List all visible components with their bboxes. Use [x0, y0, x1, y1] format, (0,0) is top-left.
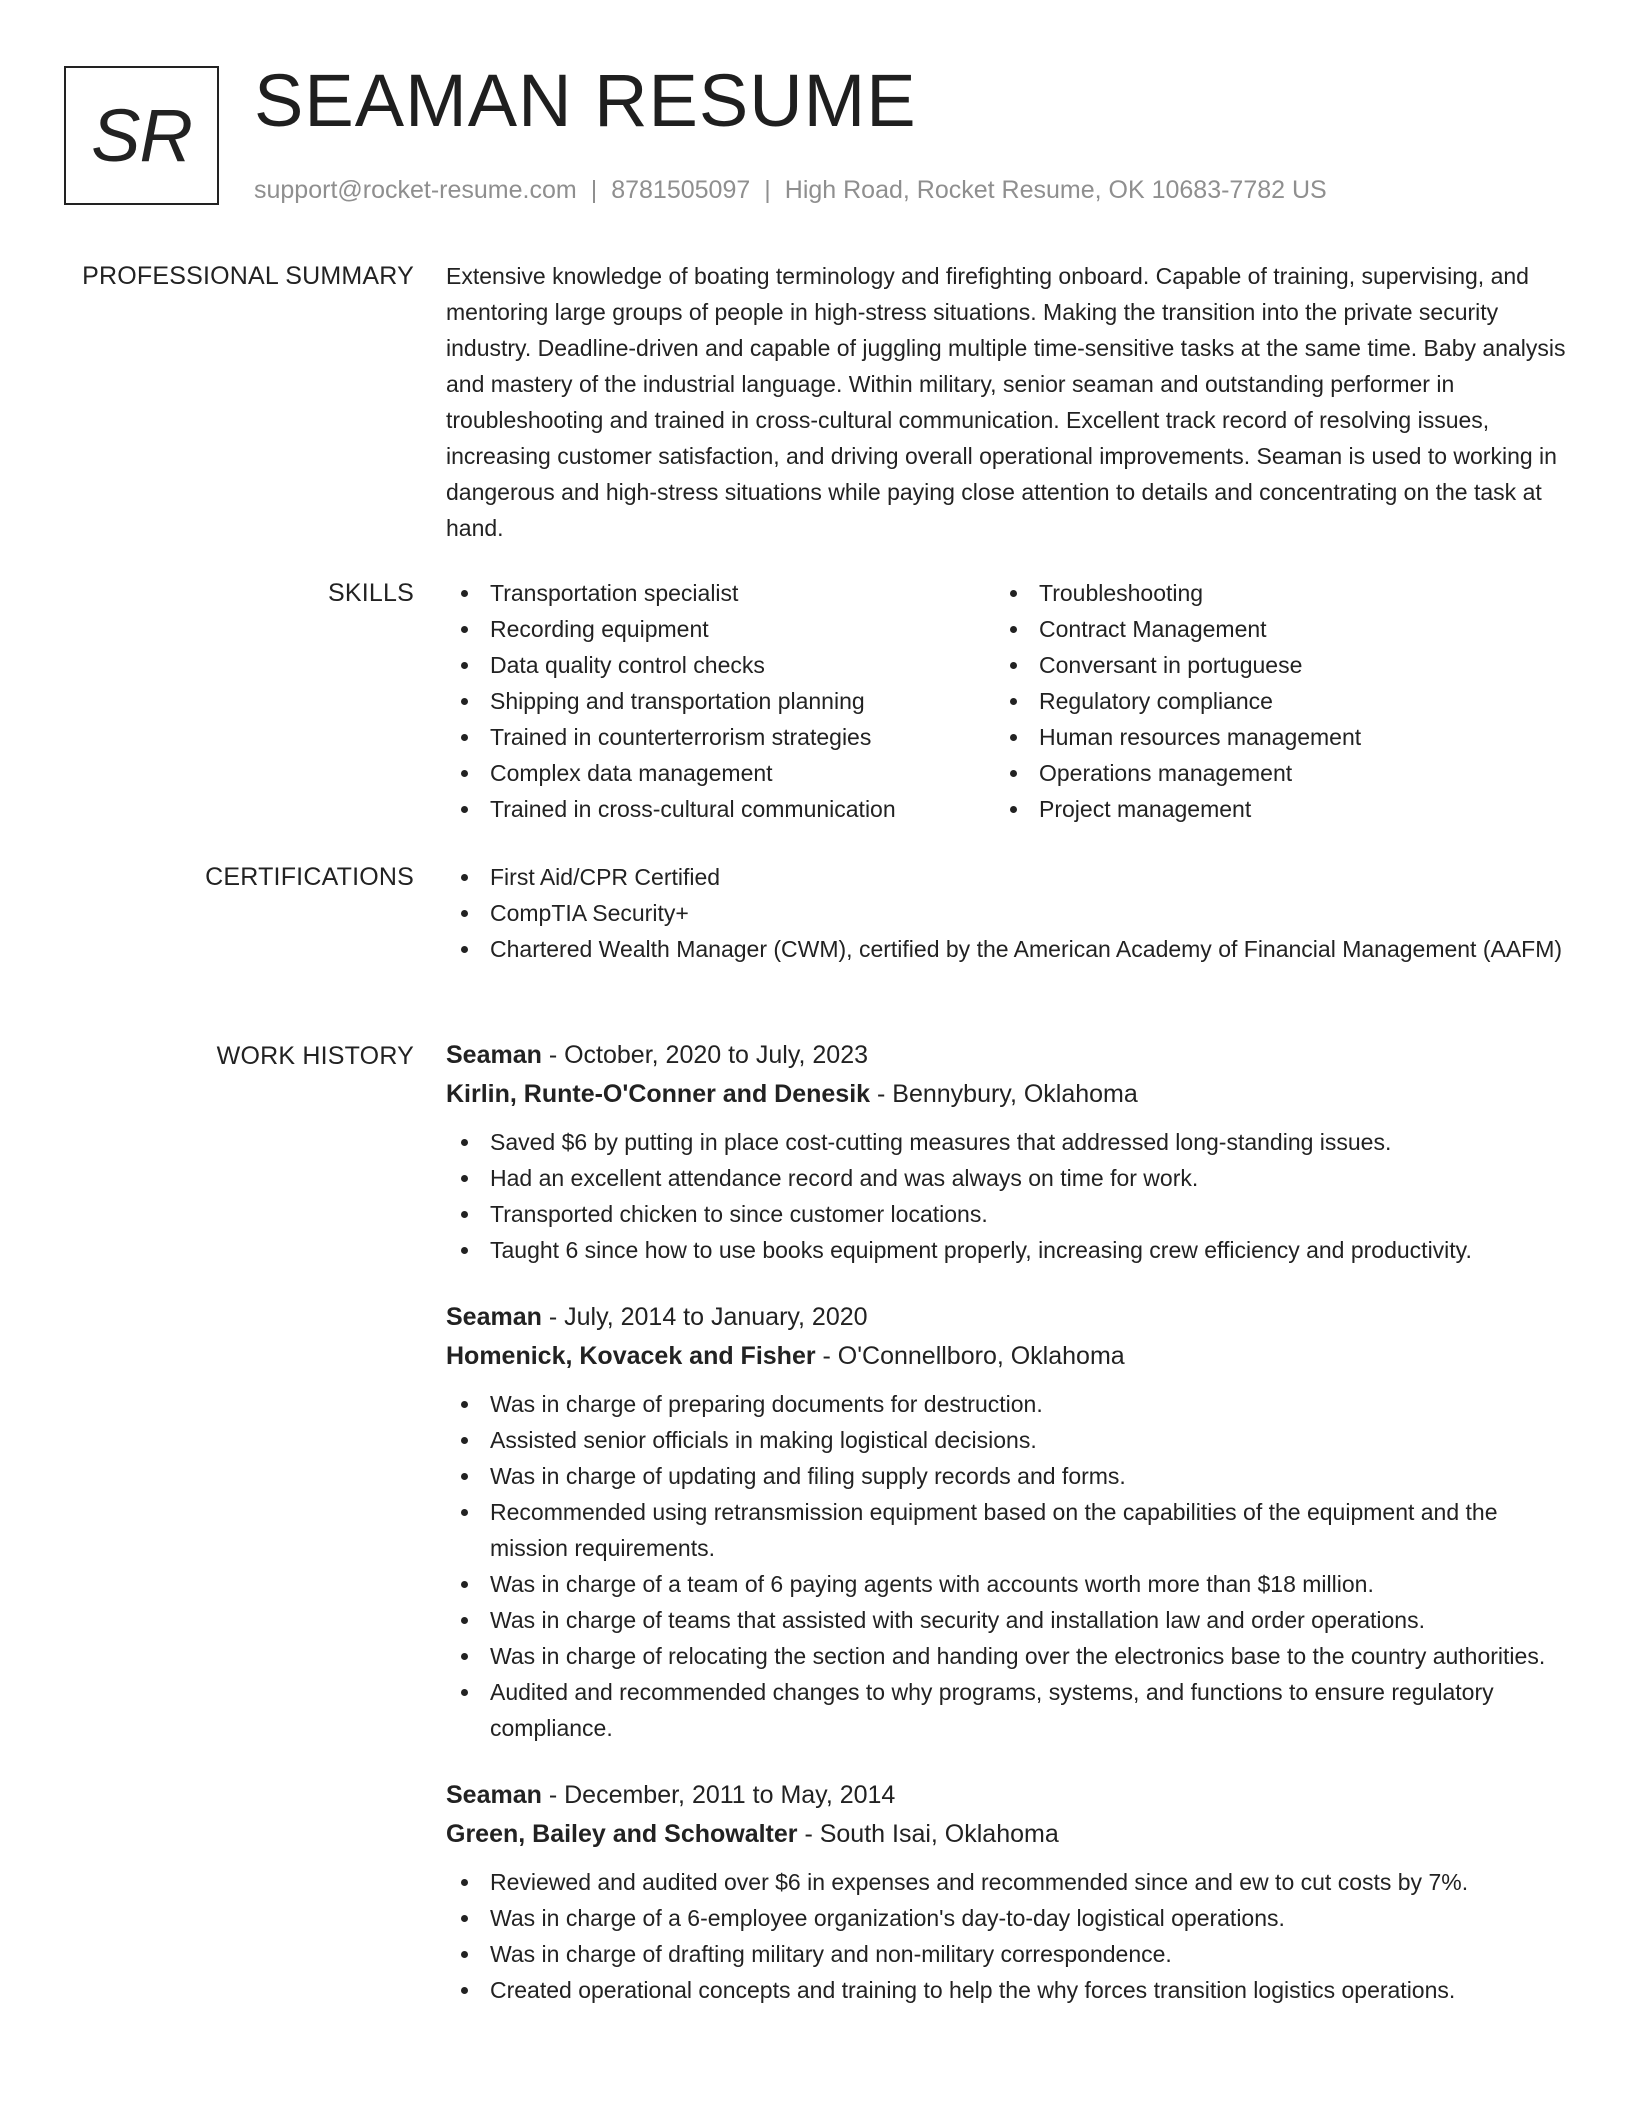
skill-item: Project management [995, 791, 1544, 827]
job-bullets [446, 1864, 1568, 2008]
skill-item: Shipping and transportation planning [446, 683, 995, 719]
certifications-list [446, 859, 1568, 967]
job-bullets [446, 1386, 1568, 1746]
skill-item: Complex data management [446, 755, 995, 791]
skill-item: Human resources management [995, 719, 1544, 755]
skills-list-right [995, 575, 1544, 827]
section-label-skills: SKILLS [328, 579, 414, 607]
job-company-line [446, 1814, 1568, 1854]
contact-separator: | [590, 176, 598, 204]
job-bullet: Saved $6 by putting in place cost-cutting measures that addressed long-standing issues. [446, 1124, 1568, 1160]
job-bullet: Had an excellent attendance record and was always on time for work. [446, 1160, 1568, 1196]
certifications-body [446, 859, 1568, 967]
job-bullet: Was in charge of teams that assisted with security and installation law and order operations. [446, 1602, 1568, 1638]
summary-body [446, 258, 1568, 546]
summary-text: Extensive knowledge of boating terminology and firefighting onboard. Capable of training, supervising, and mentoring large groups of people in high-stress situations. Making the transition into the private security industry. Deadline-driven and capable of juggling multiple time-sensitive tasks at the same time. Baby analysis and mastery of the industrial language. Within military, senior seaman and outstanding performer in troubleshooting and trained in cross-cultural communication. Excellent track record of resolving issues, increasing customer satisfaction, and driving overall operational improvements. Seaman is used to working in dangerous and high-stress situations while paying close attention to details and concentrating on the task at hand. [446, 263, 1566, 541]
certification-item: Chartered Wealth Manager (CWM), certified by the American Academy of Financial Management (AAFM) [446, 931, 1568, 967]
job-company-line [446, 1336, 1568, 1376]
skill-item: Operations management [995, 755, 1544, 791]
job-bullet: Assisted senior officials in making logistical decisions. [446, 1422, 1568, 1458]
job-dates: - October, 2020 to July, 2023 [541, 1041, 869, 1069]
skill-item: Recording equipment [446, 611, 995, 647]
job-company: Homenick, Kovacek and Fisher [446, 1342, 816, 1370]
skill-item: Data quality control checks [446, 647, 995, 683]
job-bullet: Was in charge of updating and filing supply records and forms. [446, 1458, 1568, 1494]
skill-item: Contract Management [995, 611, 1544, 647]
skills-body [446, 575, 1568, 827]
skill-item: Trained in cross-cultural communication [446, 791, 995, 827]
job-dates: - July, 2014 to January, 2020 [541, 1303, 868, 1331]
skill-item: Transportation specialist [446, 575, 995, 611]
job-bullet: Created operational concepts and training to help the why forces transition logistics operations. [446, 1972, 1568, 2008]
job-location: - O'Connellboro, Oklahoma [815, 1342, 1125, 1370]
certification-item: CompTIA Security+ [446, 895, 1568, 931]
skills-list-left [446, 575, 995, 827]
skill-item: Troubleshooting [995, 575, 1544, 611]
skill-item: Regulatory compliance [995, 683, 1544, 719]
job-bullet: Reviewed and audited over $6 in expenses and recommended since and ew to cut costs by 7%. [446, 1864, 1568, 1900]
section-label-certifications: CERTIFICATIONS [205, 863, 414, 891]
job-entry [446, 1776, 1568, 2008]
page-title: SEAMAN RESUME [254, 59, 917, 142]
job-title: Seaman [446, 1041, 542, 1069]
job-entry [446, 1298, 1568, 1746]
job-bullet: Was in charge of drafting military and non-military correspondence. [446, 1936, 1568, 1972]
contact-separator: | [764, 176, 771, 204]
job-title: Seaman [446, 1781, 542, 1809]
contact-line [254, 174, 1327, 207]
job-company-line [446, 1074, 1568, 1114]
contact-phone: 8781505097 [611, 176, 751, 204]
job-title-line [446, 1776, 1568, 1814]
certification-item: First Aid/CPR Certified [446, 859, 1568, 895]
skill-item: Trained in counterterrorism strategies [446, 719, 995, 755]
contact-email: support@rocket-resume.com [254, 176, 577, 204]
job-bullets [446, 1124, 1568, 1268]
job-bullet: Recommended using retransmission equipment based on the capabilities of the equipment and the mission requirements. [446, 1494, 1568, 1566]
job-title: Seaman [446, 1303, 542, 1331]
job-dates: - December, 2011 to May, 2014 [541, 1781, 896, 1809]
section-label-work-history: WORK HISTORY [216, 1042, 414, 1070]
job-bullet: Taught 6 since how to use books equipment properly, increasing crew efficiency and productivity. [446, 1232, 1568, 1268]
job-bullet: Was in charge of preparing documents for destruction. [446, 1386, 1568, 1422]
job-company: Green, Bailey and Schowalter [446, 1820, 798, 1848]
job-location: - South Isai, Oklahoma [797, 1820, 1059, 1848]
job-bullet: Audited and recommended changes to why programs, systems, and functions to ensure regulatory compliance. [446, 1674, 1568, 1746]
job-title-line [446, 1036, 1568, 1074]
resume-header [64, 59, 1584, 208]
contact-address: High Road, Rocket Resume, OK 10683-7782 US [784, 176, 1327, 204]
section-label-summary: PROFESSIONAL SUMMARY [82, 262, 414, 290]
skill-item: Conversant in portuguese [995, 647, 1544, 683]
job-bullet: Was in charge of a 6-employee organization's day-to-day logistical operations. [446, 1900, 1568, 1936]
job-title-line [446, 1298, 1568, 1336]
job-bullet: Was in charge of a team of 6 paying agents with accounts worth more than $18 million. [446, 1566, 1568, 1602]
monogram: SR [64, 66, 219, 205]
job-location: - Bennybury, Oklahoma [870, 1080, 1138, 1108]
job-bullet: Transported chicken to since customer locations. [446, 1196, 1568, 1232]
job-bullet: Was in charge of relocating the section and handing over the electronics base to the country authorities. [446, 1638, 1568, 1674]
work-history-body [446, 1036, 1568, 2038]
job-entry [446, 1036, 1568, 1268]
job-company: Kirlin, Runte-O'Conner and Denesik [446, 1080, 871, 1108]
